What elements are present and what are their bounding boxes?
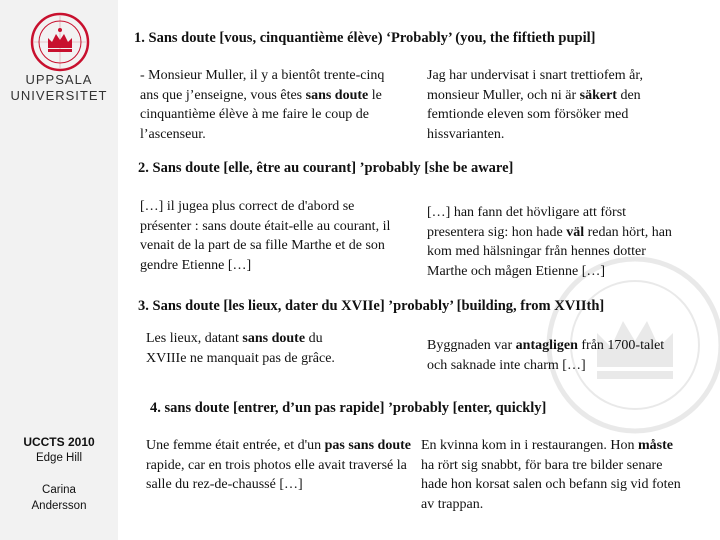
text-segment: Byggnaden var bbox=[427, 338, 516, 353]
highlighted-term: väl bbox=[566, 224, 585, 240]
text-segment: le cinquantième élève à me faire le coup de l’ascenseur. bbox=[140, 87, 382, 142]
section-4-heading: 4. sans doute [entrer, d’un pas rapide] ’probably [enter, quickly] bbox=[150, 400, 547, 416]
university-line-2: UNIVERSITET bbox=[10, 88, 108, 103]
text-segment: rapide, car en trois photos elle avait traversé la salle du rez-de-chaussé […] bbox=[146, 457, 407, 492]
text-segment: den femtionde eleven som försöker med hissvarianten. bbox=[427, 87, 641, 142]
section-4-swedish-text bbox=[421, 436, 685, 514]
university-seal-logo bbox=[30, 12, 90, 72]
section-2-french-text bbox=[140, 197, 402, 275]
text-segment: ha rört sig snabbt, för bara tre bilder senare hade hon korsat salen och befann sig vid foten av trappan. bbox=[421, 457, 681, 512]
section-1-french-text bbox=[140, 66, 402, 144]
text-segment: Les lieux, datant bbox=[146, 331, 243, 346]
conference-info bbox=[0, 434, 118, 514]
text-segment: En kvinna kom in i restaurangen. Hon bbox=[421, 438, 638, 453]
section-1-swedish-text bbox=[427, 66, 685, 144]
university-name bbox=[0, 72, 118, 104]
text-segment: - Monsieur Muller, il y a bientôt trente-cinq ans que j’enseigne, vous êtes bbox=[140, 68, 385, 103]
text-segment: du XVIIIe ne manquait pas de grâce. bbox=[146, 331, 335, 366]
text-segment: […] il jugea plus correct de d'abord se présenter : sans doute était-elle au courant, il venait de la part de sa fille Marthe et de son gendre Etienne […] bbox=[140, 199, 391, 273]
highlighted-term: säkert bbox=[579, 87, 617, 103]
highlighted-term: måste bbox=[637, 438, 673, 453]
author-first-name: Carina bbox=[42, 484, 76, 496]
highlighted-term: antagligen bbox=[515, 338, 578, 353]
highlighted-term: sans doute bbox=[305, 87, 369, 103]
highlighted-term: pas sans doute bbox=[324, 438, 411, 453]
author-last-name: Andersson bbox=[31, 500, 87, 512]
conference-name: UCCTS 2010 bbox=[23, 435, 95, 449]
text-segment: Une femme était entrée, et d'un bbox=[146, 438, 325, 453]
sidebar bbox=[0, 0, 118, 540]
section-2-heading: 2. Sans doute [elle, être au courant] ’probably [she be aware] bbox=[138, 160, 514, 176]
highlighted-term: sans doute bbox=[242, 331, 306, 346]
text-segment: redan hört, han kom med hälsningar från hennes dotter Marthe och mågen Etienne […] bbox=[427, 224, 672, 279]
section-3-heading: 3. Sans doute [les lieux, dater du XVIIe] ’probably’ [building, from XVIIth] bbox=[138, 298, 605, 314]
conference-location: Edge Hill bbox=[35, 452, 83, 464]
university-line-1: UPPSALA bbox=[25, 72, 93, 87]
section-1-heading: 1. Sans doute [vous, cinquantième élève) ‘Probably’ (you, the fiftieth pupil] bbox=[134, 30, 596, 46]
section-3-french-text bbox=[146, 329, 366, 368]
text-segment: […] han fann det hövligare att först presentera sig: hon hade bbox=[427, 205, 627, 240]
text-segment: från 1700-talet och saknade inte charm […] bbox=[427, 338, 665, 373]
text-segment: Jag har undervisat i snart trettiofem år, monsieur Muller, och ni är bbox=[427, 68, 643, 103]
section-4-french-text bbox=[146, 436, 420, 495]
section-2-swedish-text bbox=[427, 203, 685, 281]
section-3-swedish-text bbox=[427, 336, 685, 375]
